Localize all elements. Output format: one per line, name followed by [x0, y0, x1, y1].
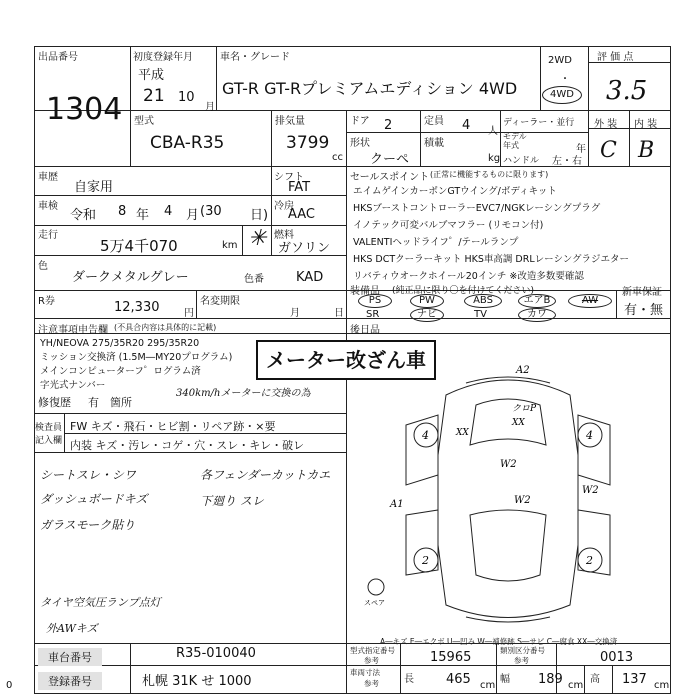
notes-line: 字光式ナンバー	[40, 380, 106, 391]
length-unit: cm	[480, 680, 496, 691]
displacement-label: 排気量	[275, 116, 305, 127]
interior-grade: B	[638, 138, 655, 163]
exterior-grade: C	[600, 138, 617, 163]
load-unit: kg	[488, 153, 501, 164]
diagram-mark: W2	[582, 485, 599, 496]
inspection-year-unit: 年	[136, 208, 150, 223]
notes-handwritten: 340km/hメーターに交換の為	[176, 388, 311, 399]
doors-value: 2	[384, 118, 393, 133]
length-label: 長	[404, 674, 414, 685]
class-no-label: 類別区分番号	[500, 646, 545, 655]
color-label: 色	[38, 261, 48, 272]
handnote: 各フェンダーカットカエ	[200, 468, 331, 482]
handnote: ガラスモーク貼り	[40, 518, 136, 532]
equip-abs: ABS	[464, 294, 502, 308]
model-year-label: モデル年式	[503, 132, 527, 150]
handle-label: ハンドル	[503, 156, 540, 166]
tampered-meter-stamp: メーター改ざん車	[256, 340, 436, 380]
diagram-mark: XX	[456, 428, 469, 438]
inspection-label: 車検	[38, 201, 58, 212]
diagram-mark: W2	[500, 459, 517, 470]
diagram-mark: クロP	[512, 404, 537, 414]
width-unit: cm	[568, 680, 584, 691]
equipment-note: (純正品に限り〇を付けてください)	[392, 286, 535, 296]
displacement-value: 3799	[286, 133, 330, 153]
capacity-label: 定員	[424, 116, 444, 127]
inspection-month-unit: 月	[186, 208, 200, 223]
inspector-label-2: 記入欄	[35, 436, 63, 446]
mileage-handwritten-mark: ✳	[248, 226, 267, 251]
frame-no-value: R35-010040	[176, 646, 256, 661]
type-no-sub: 参考	[364, 656, 379, 665]
color-no-label: 色番	[244, 274, 264, 285]
exterior-label: 外 装	[594, 119, 618, 130]
mileage-unit: km	[222, 240, 238, 251]
repair-unit: 箇所	[110, 396, 132, 409]
diagram-mark: A1	[390, 499, 404, 510]
recycle-label: 名変期限	[200, 296, 240, 307]
recycle-month-unit: 月	[290, 308, 300, 319]
type-label: 型式	[134, 116, 154, 127]
sales-line: リバティウオークホイール20インチ ※改造多数要確認	[353, 271, 584, 282]
shape-value: クーペ	[370, 152, 410, 167]
handnote: 外AWキズ	[46, 622, 98, 635]
handle-value: 左・右	[552, 156, 582, 167]
handnote: 下廻り スレ	[200, 494, 264, 508]
equipment-label: 装備品	[350, 286, 380, 297]
inspector-row-2: 内装 キズ・汚レ・コゲ・穴・スレ・キレ・破レ	[70, 439, 305, 452]
new-warranty-value: 有・無	[624, 303, 664, 318]
sales-line: エイムゲインカーボンGTウイング/ボディキット	[353, 186, 557, 197]
doors-label: ドア	[350, 116, 370, 127]
inspection-era: 令和	[70, 208, 97, 223]
diagram-mark: 4	[422, 429, 429, 442]
load-label: 積載	[424, 138, 444, 149]
sales-line: HKS DCTクーラーキット HKS車高調 DRLレーシングラジエター	[353, 254, 630, 265]
shift-value: FAT	[288, 180, 311, 195]
notes-line: ミッション交換済 (1.5M―MY20プログラム)	[40, 352, 233, 363]
new-warranty-label: 新車保証	[622, 287, 662, 298]
inspection-month: 4	[164, 204, 173, 219]
model-name: GT-R GT-Rプレミアムエディション 4WD	[222, 79, 518, 98]
inspection-year: 8	[118, 204, 127, 219]
class-no-value: 0013	[600, 650, 634, 665]
sales-line: VALENTIヘッドライフ゜/テールランプ	[353, 237, 519, 248]
equip-tv: TV	[474, 309, 487, 320]
width-label: 幅	[500, 674, 510, 685]
inspector-row-1: FW キズ・飛石・ヒビ割・リペア跡・×要	[70, 420, 276, 433]
height-value: 137	[622, 672, 647, 687]
notes-label: 注意事項申告欄	[38, 325, 108, 336]
interior-label: 内 装	[634, 119, 658, 130]
fuel-value: ガソリン	[278, 241, 331, 256]
handnote: ダッシュボードキズ	[40, 492, 148, 506]
type-no-value: 15965	[430, 650, 472, 665]
diagram-mark: W2	[514, 495, 531, 506]
equip-navi: ナビ	[410, 308, 444, 322]
aircon-label: 冷房	[274, 201, 294, 212]
diagram-mark: 2	[586, 554, 593, 567]
aircon-value: AAC	[288, 207, 315, 222]
rear-seat-label: 後日品	[350, 325, 380, 336]
rseal-value: 12,330	[114, 300, 160, 315]
first-reg-year: 21	[143, 86, 165, 106]
handnote: シートスレ・シワ	[40, 468, 136, 482]
diagram-spare-label: スペア	[364, 599, 385, 607]
history-value: 自家用	[74, 180, 114, 195]
rseal-label: R券	[38, 296, 55, 307]
recycle-day-unit: 日	[334, 308, 344, 319]
color-value: ダークメタルグレー	[72, 270, 189, 285]
drive-2wd: 2WD	[548, 55, 572, 66]
rseal-unit: 円	[184, 308, 194, 319]
width-value: 189	[538, 672, 563, 687]
first-reg-label: 初度登録年月	[133, 52, 193, 63]
dims-label: 車両寸法	[350, 668, 380, 677]
type-value: CBA-R35	[150, 133, 225, 153]
equip-airbag: エアB	[518, 294, 556, 308]
mileage-value: 5万4千070	[100, 237, 178, 255]
sales-point-label: セールスポイント	[350, 172, 430, 183]
shift-label: シフト	[274, 172, 304, 183]
page-mark: 0	[6, 680, 13, 691]
sales-line: HKSブーストコントローラーEVC7/NGKレーシングプラグ	[353, 203, 601, 214]
inspection-day: (30	[200, 204, 222, 219]
sales-point-lines	[353, 183, 629, 285]
inspector-label-1: 検査員	[35, 423, 63, 433]
diagram-mark: A2	[516, 365, 530, 376]
length-value: 465	[446, 672, 471, 687]
diagram-mark: 2	[422, 554, 429, 567]
plate-value: 札幌 31K せ 1000	[142, 674, 252, 689]
equip-ps: PS	[358, 294, 392, 308]
frame-no-label: 車台番号	[38, 648, 102, 666]
handnote: タイヤ空気圧ランプ点灯	[40, 596, 161, 609]
shape-label: 形状	[350, 138, 370, 149]
displacement-unit: cc	[332, 152, 343, 163]
mileage-label: 走行	[38, 230, 58, 241]
equip-sr: SR	[366, 309, 380, 320]
dealer-label: ディーラー・並行	[503, 118, 575, 128]
damage-legend: A―キズ E―エクボ U―凹み W―補修跡 S―サビ C―腐食 XX―交換済	[380, 637, 618, 646]
notes-line: メインコンピューターフ゜ログラム済	[40, 366, 201, 377]
inspection-day-unit: 日)	[250, 208, 269, 223]
equip-aw: AW	[568, 294, 612, 308]
dims-sub: 参考	[364, 679, 379, 688]
model-year-unit: 年	[576, 144, 586, 155]
car-damage-diagram	[346, 335, 671, 635]
type-no-label: 型式指定番号	[350, 646, 395, 655]
sales-point-note: (正常に機能するものに限ります)	[430, 170, 549, 179]
first-reg-month-unit: 月	[205, 102, 215, 113]
diagram-mark: 4	[586, 429, 593, 442]
diagram-mark: XX	[512, 418, 525, 428]
capacity-value: 4	[462, 118, 471, 133]
first-reg-month: 10	[178, 90, 195, 105]
notes-sub: (不具合内容は具体的に記載)	[114, 323, 217, 332]
equip-leather: カワ	[518, 308, 556, 322]
lot-label: 出品番号	[38, 52, 78, 63]
notes-line: YH/NEOVA 275/35R20 295/35R20	[40, 338, 200, 349]
drive-dot: ・	[560, 74, 570, 85]
repair-label: 修復歴	[38, 396, 71, 409]
model-label: 車名・グレード	[220, 52, 290, 63]
score-value: 3.5	[606, 76, 648, 106]
score-label: 評 価 点	[597, 52, 634, 63]
lot-number: 1304	[46, 92, 123, 127]
first-reg-era: 平成	[138, 68, 165, 83]
sales-line: イノテック可変バルブマフラー (リモコン付)	[353, 220, 544, 231]
drive-4wd-circled: 4WD	[542, 86, 582, 104]
equip-pw: PW	[410, 294, 444, 308]
fuel-label: 燃料	[274, 230, 294, 241]
capacity-unit: 人	[488, 126, 498, 137]
plate-label: 登録番号	[38, 672, 102, 690]
height-unit: cm	[654, 680, 670, 691]
class-no-sub: 参考	[514, 656, 529, 665]
height-label: 高	[590, 674, 600, 685]
repair-value: 有	[88, 396, 99, 409]
history-label: 車歴	[38, 172, 58, 183]
color-no-value: KAD	[296, 270, 324, 285]
